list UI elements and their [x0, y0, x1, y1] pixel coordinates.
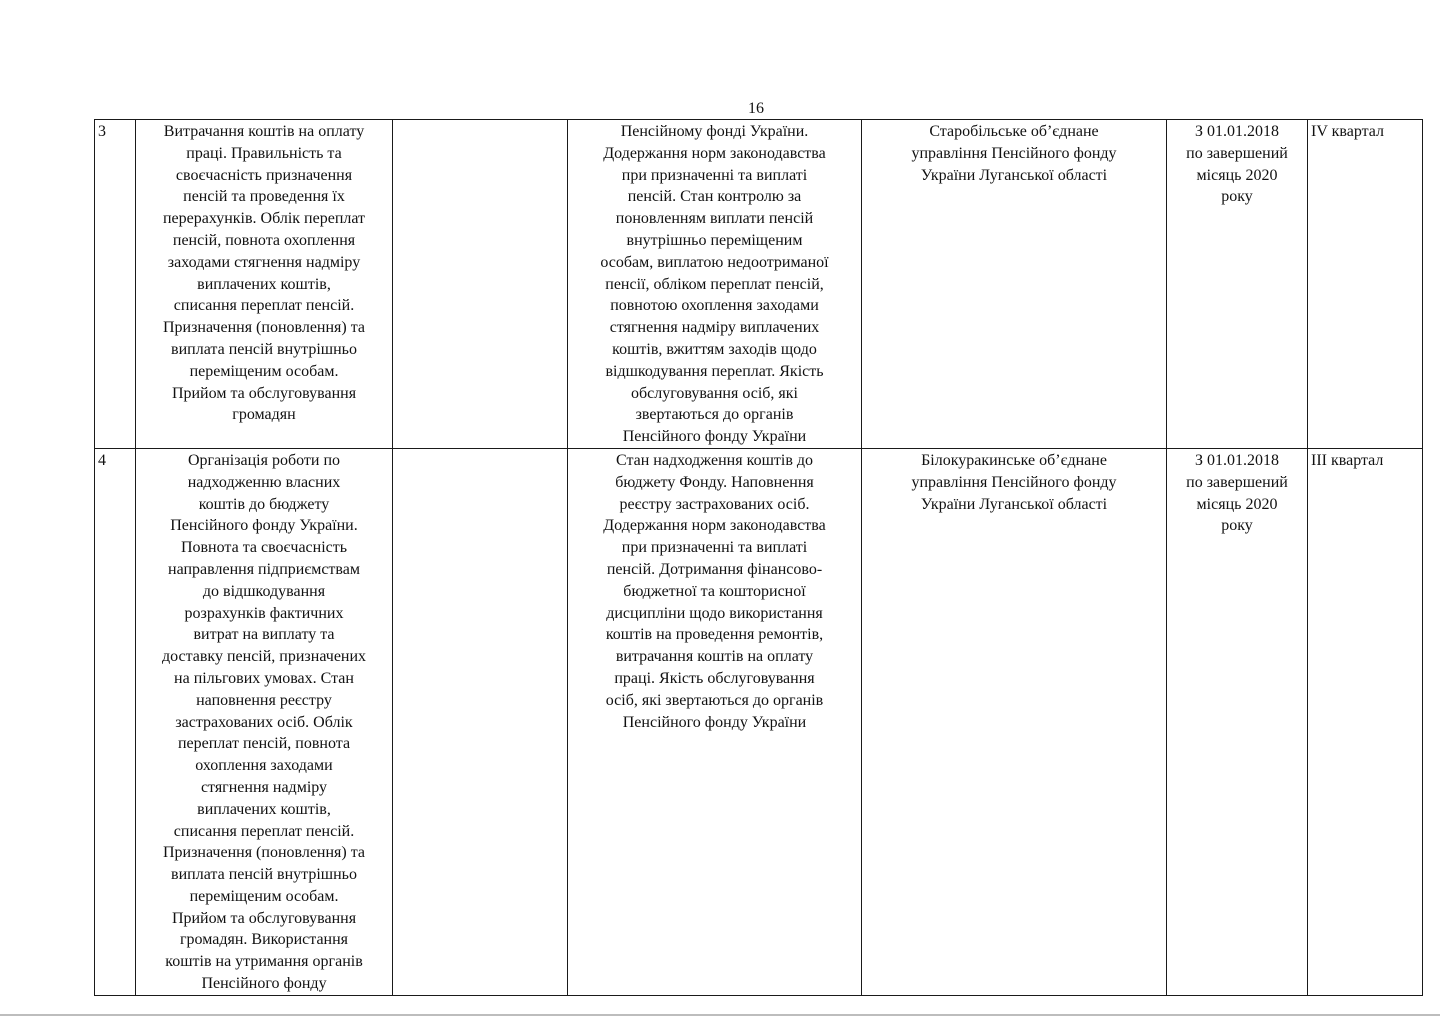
subject-line: доставку пенсій, призначених: [161, 648, 367, 666]
subject-line: Прийом та обслуговування: [171, 909, 357, 927]
audit-period-cell: [1167, 448, 1308, 995]
subject-line: до відшкодування: [202, 582, 326, 600]
focus-line: повнотою охоплення заходами: [610, 297, 819, 315]
focus-line: пенсій. Дотримання фінансово-: [606, 560, 823, 578]
subject-line: застрахованих осіб. Облік: [175, 713, 353, 731]
subject-line: виплата пенсій внутрішньо: [171, 866, 357, 884]
empty-cell: [393, 120, 568, 449]
focus-line: Додержання норм законодавства: [603, 517, 826, 535]
subject-line: переміщеним особам.: [189, 887, 339, 905]
subject-line: переміщеним особам.: [189, 362, 339, 380]
empty-cell: [393, 448, 568, 995]
focus-line: Пенсійному фонді України.: [620, 123, 809, 140]
audit-period-cell: [1167, 120, 1308, 449]
focus-line: осіб, які звертаються до органів: [605, 691, 824, 709]
period-line: місяць 2020: [1196, 495, 1278, 513]
focus-line: коштів на проведення ремонтів,: [605, 626, 824, 644]
subject-line: своєчасність призначення: [175, 166, 353, 184]
focus-line: звертаються до органів: [635, 406, 794, 424]
subject-line: перерахунків. Облік переплат: [162, 210, 366, 228]
focus-line: Стан надходження коштів до: [615, 451, 814, 469]
focus-line: пенсій. Стан контролю за: [627, 188, 802, 206]
executor-line: України Луганської області: [920, 495, 1108, 513]
executor-line: управління Пенсійного фонду: [911, 473, 1117, 491]
focus-line: Пенсійного фонду України: [622, 713, 807, 731]
focus-line: стягнення надміру виплачених: [609, 319, 820, 337]
term-cell: IV квартал: [1308, 120, 1423, 449]
subject-line: Прийом та обслуговування: [171, 384, 357, 402]
subject-line: громадян. Використання: [179, 931, 349, 949]
inspection-subject-cell: [136, 448, 393, 995]
focus-line: бюджету Фонду. Наповнення: [615, 473, 814, 491]
subject-line: направлення підприємствам: [168, 560, 360, 578]
executor-line: Старобільське об’єднане: [929, 123, 1099, 140]
focus-line: реєстру застрахованих осіб.: [619, 495, 810, 513]
term-cell: III квартал: [1308, 448, 1423, 995]
focus-line: при призначенні та виплаті: [621, 539, 808, 557]
subject-line: стягнення надміру: [200, 778, 328, 796]
subject-line: наповнення реєстру: [196, 691, 332, 709]
executor-line: України Луганської області: [920, 166, 1108, 184]
focus-line: витрачання коштів на оплату: [615, 648, 814, 666]
subject-line: коштів до бюджету: [198, 495, 330, 513]
executor-cell: [862, 120, 1167, 449]
table-row: [95, 448, 1423, 995]
subject-line: виплачених коштів,: [197, 800, 331, 818]
focus-line: обслуговування осіб, які: [631, 384, 798, 402]
subject-line: заходами стягнення надміру: [167, 253, 361, 271]
subject-line: виплата пенсій внутрішньо: [171, 340, 357, 358]
period-line: року: [1221, 188, 1253, 206]
executor-line: управління Пенсійного фонду: [911, 144, 1117, 162]
inspection-subject-cell: [136, 120, 393, 449]
row-number-cell: 4: [95, 448, 136, 995]
subject-line: на пільгових умовах. Стан: [174, 669, 354, 687]
period-line: по завершений: [1186, 144, 1288, 162]
row-number-cell: 3: [95, 120, 136, 449]
executor-line: Білокуракинське об’єднане: [921, 451, 1107, 469]
period-line: місяць 2020: [1196, 166, 1278, 184]
scan-edge-divider: [0, 1014, 1440, 1016]
subject-line: Повнота та своєчасність: [180, 539, 348, 557]
subject-line: переплат пенсій, повнота: [177, 735, 351, 753]
subject-line: Призначення (поновлення) та: [162, 844, 366, 862]
period-line: по завершений: [1186, 473, 1288, 491]
subject-line: виплачених коштів,: [197, 275, 331, 293]
subject-line: Організація роботи по: [187, 451, 341, 469]
subject-line: пенсій та проведення їх: [183, 188, 345, 206]
period-line: З 01.01.2018: [1194, 451, 1279, 469]
subject-line: витрат на виплату та: [193, 626, 335, 644]
focus-line: дисципліни щодо використання: [606, 604, 823, 622]
focus-line: при призначенні та виплаті: [621, 166, 808, 184]
period-line: З 01.01.2018: [1194, 123, 1279, 140]
focus-line: Додержання норм законодавства: [603, 144, 826, 162]
subject-line: списання переплат пенсій.: [173, 822, 355, 840]
subject-line: коштів на утримання органів: [165, 953, 363, 971]
focus-line: особам, виплатою недоотриманої: [600, 253, 829, 271]
page-number: 16: [748, 100, 764, 117]
subject-line: надходженню власних: [187, 473, 341, 491]
subject-line: Пенсійного фонду: [201, 975, 327, 993]
table-row: [95, 120, 1423, 449]
inspection-plan-table: [94, 119, 1423, 996]
subject-line: громадян: [232, 406, 296, 424]
subject-line: пенсій, повнота охоплення: [172, 231, 356, 249]
subject-line: Пенсійного фонду України.: [170, 517, 358, 535]
subject-line: списання переплат пенсій.: [173, 297, 355, 315]
focus-line: коштів, вжиттям заходів щодо: [612, 340, 817, 358]
subject-line: охоплення заходами: [195, 757, 333, 775]
inspection-focus-cell: [568, 120, 862, 449]
subject-line: розрахунків фактичних: [184, 604, 344, 622]
focus-line: відшкодування переплат. Якість: [605, 362, 824, 380]
focus-line: пенсії, обліком переплат пенсій,: [605, 275, 824, 293]
focus-line: праці. Якість обслуговування: [614, 669, 815, 687]
focus-line: Пенсійного фонду України: [622, 428, 807, 446]
focus-line: внутрішньо переміщеним: [626, 231, 803, 249]
subject-line: Призначення (поновлення) та: [162, 319, 366, 337]
inspection-focus-cell: [568, 448, 862, 995]
subject-line: Витрачання коштів на оплату: [163, 123, 365, 140]
focus-line: бюджетної та кошторисної: [623, 582, 806, 600]
executor-cell: [862, 448, 1167, 995]
period-line: року: [1221, 517, 1253, 535]
subject-line: праці. Правильність та: [186, 144, 342, 162]
focus-line: поновленням виплати пенсій: [615, 210, 814, 228]
